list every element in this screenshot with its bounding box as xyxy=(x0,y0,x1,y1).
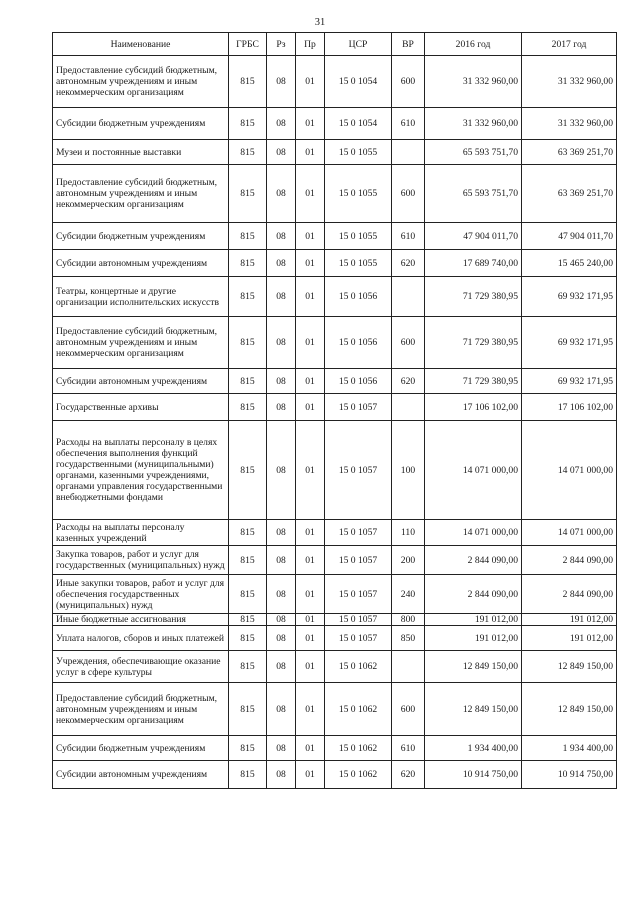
table-row xyxy=(53,369,617,394)
cell-name: Иные закупки товаров, работ и услуг для обеспечения государственных (муниципальных) нужд xyxy=(53,575,229,614)
cell-vr: 610 xyxy=(392,223,425,250)
cell-rz: 08 xyxy=(267,223,296,250)
cell-name: Предоставление субсидий бюджетным, автономным учреждениям и иным некоммерческим организациям xyxy=(53,165,229,223)
cell-rz: 08 xyxy=(267,520,296,546)
cell-2017: 1 934 400,00 xyxy=(522,736,617,761)
cell-rz: 08 xyxy=(267,317,296,369)
cell-2017: 2 844 090,00 xyxy=(522,546,617,575)
cell-2016: 17 106 102,00 xyxy=(425,394,522,421)
cell-grbs: 815 xyxy=(229,165,267,223)
cell-2016: 191 012,00 xyxy=(425,614,522,626)
cell-grbs: 815 xyxy=(229,317,267,369)
cell-2016: 191 012,00 xyxy=(425,626,522,651)
cell-rz: 08 xyxy=(267,626,296,651)
cell-name: Расходы на выплаты персоналу казенных учреждений xyxy=(53,520,229,546)
cell-2016: 71 729 380,95 xyxy=(425,369,522,394)
cell-2016: 65 593 751,70 xyxy=(425,140,522,165)
cell-pr: 01 xyxy=(296,250,325,277)
cell-csr: 15 0 1057 xyxy=(325,421,392,520)
cell-rz: 08 xyxy=(267,250,296,277)
cell-grbs: 815 xyxy=(229,520,267,546)
cell-pr: 01 xyxy=(296,651,325,683)
cell-csr: 15 0 1062 xyxy=(325,736,392,761)
cell-2016: 65 593 751,70 xyxy=(425,165,522,223)
header-csr: ЦСР xyxy=(325,33,392,56)
cell-name: Театры, концертные и другие организации исполнительских искусств xyxy=(53,277,229,317)
cell-pr: 01 xyxy=(296,614,325,626)
cell-csr: 15 0 1057 xyxy=(325,520,392,546)
table-row xyxy=(53,250,617,277)
cell-grbs: 815 xyxy=(229,277,267,317)
cell-name: Музеи и постоянные выставки xyxy=(53,140,229,165)
table-row xyxy=(53,520,617,546)
cell-rz: 08 xyxy=(267,546,296,575)
cell-name: Предоставление субсидий бюджетным, автономным учреждениям и иным некоммерческим организациям xyxy=(53,56,229,108)
cell-name: Предоставление субсидий бюджетным, автономным учреждениям и иным некоммерческим организациям xyxy=(53,317,229,369)
header-2017: 2017 год xyxy=(522,33,617,56)
cell-name: Субсидии бюджетным учреждениям xyxy=(53,108,229,140)
table-row xyxy=(53,56,617,108)
cell-vr xyxy=(392,651,425,683)
cell-grbs: 815 xyxy=(229,736,267,761)
cell-pr: 01 xyxy=(296,761,325,789)
cell-vr: 110 xyxy=(392,520,425,546)
cell-2016: 71 729 380,95 xyxy=(425,317,522,369)
cell-pr: 01 xyxy=(296,277,325,317)
cell-grbs: 815 xyxy=(229,394,267,421)
cell-csr: 15 0 1055 xyxy=(325,250,392,277)
cell-2017: 31 332 960,00 xyxy=(522,108,617,140)
cell-vr: 600 xyxy=(392,56,425,108)
cell-pr: 01 xyxy=(296,421,325,520)
cell-grbs: 815 xyxy=(229,614,267,626)
cell-2017: 14 071 000,00 xyxy=(522,421,617,520)
cell-csr: 15 0 1057 xyxy=(325,546,392,575)
cell-rz: 08 xyxy=(267,736,296,761)
cell-vr xyxy=(392,394,425,421)
cell-2016: 12 849 150,00 xyxy=(425,683,522,736)
cell-vr: 200 xyxy=(392,546,425,575)
cell-rz: 08 xyxy=(267,761,296,789)
cell-2016: 1 934 400,00 xyxy=(425,736,522,761)
cell-2017: 10 914 750,00 xyxy=(522,761,617,789)
cell-pr: 01 xyxy=(296,369,325,394)
cell-2017: 191 012,00 xyxy=(522,626,617,651)
cell-2016: 47 904 011,70 xyxy=(425,223,522,250)
table-header-row xyxy=(53,33,617,56)
cell-vr: 850 xyxy=(392,626,425,651)
cell-pr: 01 xyxy=(296,520,325,546)
cell-2017: 191 012,00 xyxy=(522,614,617,626)
cell-vr: 620 xyxy=(392,761,425,789)
cell-pr: 01 xyxy=(296,140,325,165)
cell-vr: 600 xyxy=(392,317,425,369)
cell-vr: 600 xyxy=(392,683,425,736)
header-rz: Рз xyxy=(267,33,296,56)
header-pr: Пр xyxy=(296,33,325,56)
cell-grbs: 815 xyxy=(229,626,267,651)
table-body xyxy=(53,56,617,789)
cell-csr: 15 0 1055 xyxy=(325,140,392,165)
cell-grbs: 815 xyxy=(229,683,267,736)
cell-rz: 08 xyxy=(267,394,296,421)
cell-2016: 17 689 740,00 xyxy=(425,250,522,277)
table-row xyxy=(53,546,617,575)
cell-rz: 08 xyxy=(267,369,296,394)
cell-csr: 15 0 1056 xyxy=(325,277,392,317)
table-row xyxy=(53,277,617,317)
cell-grbs: 815 xyxy=(229,369,267,394)
header-vr: ВР xyxy=(392,33,425,56)
table-row xyxy=(53,140,617,165)
cell-csr: 15 0 1062 xyxy=(325,683,392,736)
cell-csr: 15 0 1056 xyxy=(325,317,392,369)
cell-name: Учреждения, обеспечивающие оказание услуг в сфере культуры xyxy=(53,651,229,683)
table-row xyxy=(53,626,617,651)
cell-name: Субсидии автономным учреждениям xyxy=(53,369,229,394)
cell-grbs: 815 xyxy=(229,575,267,614)
cell-vr: 100 xyxy=(392,421,425,520)
cell-name: Предоставление субсидий бюджетным, автономным учреждениям и иным некоммерческим организациям xyxy=(53,683,229,736)
cell-vr: 240 xyxy=(392,575,425,614)
cell-2017: 2 844 090,00 xyxy=(522,575,617,614)
cell-grbs: 815 xyxy=(229,108,267,140)
cell-csr: 15 0 1057 xyxy=(325,394,392,421)
cell-name: Расходы на выплаты персоналу в целях обеспечения выполнения функций государственными (муниципальными) органами, казенными учреждениями, органами управления государственными внебюджетными фондами xyxy=(53,421,229,520)
table-row xyxy=(53,614,617,626)
header-name: Наименование xyxy=(53,33,229,56)
cell-2017: 12 849 150,00 xyxy=(522,651,617,683)
cell-name: Субсидии бюджетным учреждениям xyxy=(53,223,229,250)
table-row xyxy=(53,317,617,369)
cell-rz: 08 xyxy=(267,140,296,165)
cell-rz: 08 xyxy=(267,651,296,683)
cell-2016: 14 071 000,00 xyxy=(425,421,522,520)
cell-vr: 620 xyxy=(392,369,425,394)
cell-csr: 15 0 1055 xyxy=(325,165,392,223)
cell-rz: 08 xyxy=(267,165,296,223)
cell-name: Субсидии автономным учреждениям xyxy=(53,250,229,277)
budget-table xyxy=(52,32,617,789)
table-row xyxy=(53,421,617,520)
cell-rz: 08 xyxy=(267,575,296,614)
cell-name: Иные бюджетные ассигнования xyxy=(53,614,229,626)
cell-name: Закупка товаров, работ и услуг для государственных (муниципальных) нужд xyxy=(53,546,229,575)
cell-pr: 01 xyxy=(296,575,325,614)
cell-2016: 2 844 090,00 xyxy=(425,575,522,614)
cell-2016: 14 071 000,00 xyxy=(425,520,522,546)
cell-vr: 600 xyxy=(392,165,425,223)
cell-2016: 71 729 380,95 xyxy=(425,277,522,317)
cell-rz: 08 xyxy=(267,614,296,626)
cell-2017: 17 106 102,00 xyxy=(522,394,617,421)
cell-pr: 01 xyxy=(296,317,325,369)
cell-pr: 01 xyxy=(296,223,325,250)
cell-csr: 15 0 1056 xyxy=(325,369,392,394)
cell-name: Государственные архивы xyxy=(53,394,229,421)
cell-grbs: 815 xyxy=(229,651,267,683)
table-row xyxy=(53,736,617,761)
cell-grbs: 815 xyxy=(229,546,267,575)
cell-grbs: 815 xyxy=(229,223,267,250)
cell-csr: 15 0 1054 xyxy=(325,56,392,108)
cell-2017: 14 071 000,00 xyxy=(522,520,617,546)
cell-rz: 08 xyxy=(267,421,296,520)
page-number: 31 xyxy=(314,17,326,28)
cell-2017: 31 332 960,00 xyxy=(522,56,617,108)
cell-rz: 08 xyxy=(267,56,296,108)
cell-pr: 01 xyxy=(296,546,325,575)
cell-vr: 620 xyxy=(392,250,425,277)
table-row xyxy=(53,108,617,140)
cell-name: Уплата налогов, сборов и иных платежей xyxy=(53,626,229,651)
table-row xyxy=(53,683,617,736)
cell-grbs: 815 xyxy=(229,761,267,789)
cell-2016: 31 332 960,00 xyxy=(425,56,522,108)
cell-2017: 12 849 150,00 xyxy=(522,683,617,736)
cell-2017: 63 369 251,70 xyxy=(522,165,617,223)
cell-2016: 2 844 090,00 xyxy=(425,546,522,575)
table-row xyxy=(53,651,617,683)
cell-rz: 08 xyxy=(267,683,296,736)
cell-pr: 01 xyxy=(296,165,325,223)
cell-rz: 08 xyxy=(267,277,296,317)
cell-2016: 10 914 750,00 xyxy=(425,761,522,789)
cell-csr: 15 0 1057 xyxy=(325,575,392,614)
cell-grbs: 815 xyxy=(229,421,267,520)
cell-rz: 08 xyxy=(267,108,296,140)
cell-csr: 15 0 1062 xyxy=(325,651,392,683)
cell-2016: 31 332 960,00 xyxy=(425,108,522,140)
cell-csr: 15 0 1055 xyxy=(325,223,392,250)
cell-2017: 47 904 011,70 xyxy=(522,223,617,250)
cell-name: Субсидии бюджетным учреждениям xyxy=(53,736,229,761)
cell-vr: 610 xyxy=(392,736,425,761)
cell-csr: 15 0 1057 xyxy=(325,614,392,626)
table-row xyxy=(53,394,617,421)
cell-vr xyxy=(392,277,425,317)
cell-2016: 12 849 150,00 xyxy=(425,651,522,683)
cell-vr xyxy=(392,140,425,165)
header-2016: 2016 год xyxy=(425,33,522,56)
cell-vr: 610 xyxy=(392,108,425,140)
cell-pr: 01 xyxy=(296,736,325,761)
table-row xyxy=(53,761,617,789)
header-grbs: ГРБС xyxy=(229,33,267,56)
cell-csr: 15 0 1057 xyxy=(325,626,392,651)
table-row xyxy=(53,165,617,223)
cell-grbs: 815 xyxy=(229,140,267,165)
cell-2017: 69 932 171,95 xyxy=(522,277,617,317)
cell-pr: 01 xyxy=(296,626,325,651)
cell-pr: 01 xyxy=(296,108,325,140)
cell-pr: 01 xyxy=(296,394,325,421)
table-row xyxy=(53,223,617,250)
cell-csr: 15 0 1062 xyxy=(325,761,392,789)
cell-name: Субсидии автономным учреждениям xyxy=(53,761,229,789)
cell-csr: 15 0 1054 xyxy=(325,108,392,140)
cell-grbs: 815 xyxy=(229,56,267,108)
cell-pr: 01 xyxy=(296,56,325,108)
cell-grbs: 815 xyxy=(229,250,267,277)
cell-2017: 69 932 171,95 xyxy=(522,317,617,369)
cell-2017: 63 369 251,70 xyxy=(522,140,617,165)
cell-vr: 800 xyxy=(392,614,425,626)
cell-2017: 15 465 240,00 xyxy=(522,250,617,277)
table-row xyxy=(53,575,617,614)
cell-2017: 69 932 171,95 xyxy=(522,369,617,394)
cell-pr: 01 xyxy=(296,683,325,736)
